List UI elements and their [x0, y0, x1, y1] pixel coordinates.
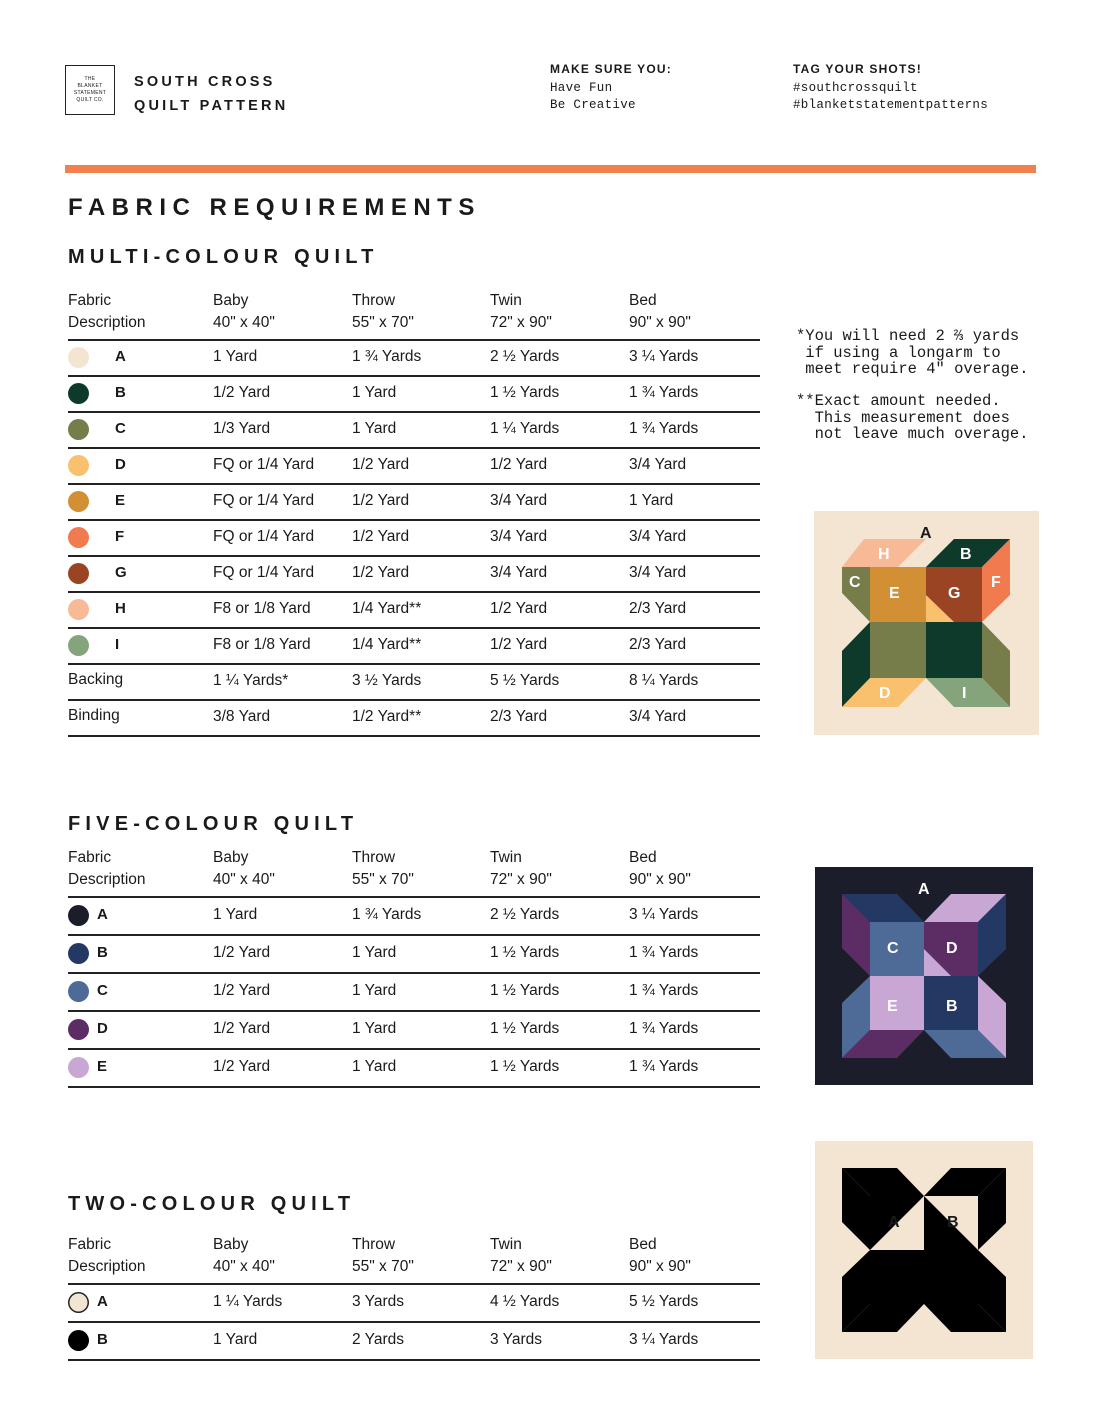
col-sub: 72" x 90" — [490, 1258, 552, 1275]
fabric-label: B — [115, 384, 126, 401]
table-row — [68, 1292, 760, 1321]
fabric-label: C — [97, 982, 108, 999]
col-name: Twin — [490, 1236, 522, 1253]
table-row — [68, 383, 760, 411]
fabric-label: C — [115, 420, 126, 437]
quilt-label: G — [948, 585, 961, 602]
col-name: Throw — [352, 292, 396, 309]
col-sub: 55" x 70" — [352, 314, 414, 331]
fabric-amount: 3/4 Yard — [629, 564, 687, 581]
fabric-label: A — [115, 348, 126, 365]
fabric-amount: 1/2 Yard — [213, 982, 271, 999]
accent-divider — [65, 165, 1036, 173]
color-swatch — [68, 1292, 89, 1313]
color-swatch — [68, 347, 89, 368]
col-sub: 90" x 90" — [629, 871, 691, 888]
fabric-amount: 1 ¼ Yards* — [213, 672, 289, 689]
col-name: Fabric — [68, 292, 112, 309]
page-title: FABRIC REQUIREMENTS — [68, 194, 481, 221]
col-name: Baby — [213, 292, 249, 309]
fabric-amount: 1 Yard — [352, 944, 397, 961]
fabric-label: A — [97, 906, 108, 923]
fabric-label: D — [97, 1020, 108, 1037]
fabric-amount: 4 ½ Yards — [490, 1293, 560, 1310]
col-sub: 55" x 70" — [352, 1258, 414, 1275]
table-rule — [68, 1010, 760, 1012]
color-swatch — [68, 455, 89, 476]
col-sub: 40" x 40" — [213, 314, 275, 331]
fabric-label: E — [115, 492, 126, 509]
col-header-fabric — [68, 290, 146, 334]
multi-colour-quilt-illustration — [814, 511, 1039, 735]
table-rule — [68, 934, 760, 936]
fabric-amount: 3 ¼ Yards — [629, 348, 699, 365]
table-rule — [68, 375, 760, 377]
make-sure-title: MAKE SURE YOU: — [550, 62, 672, 76]
pattern-name-line1: SOUTH CROSS — [134, 74, 276, 90]
fabric-amount: FQ or 1/4 Yard — [213, 528, 315, 545]
fabric-amount: 1 Yard — [352, 384, 397, 401]
col-name: Baby — [213, 1236, 249, 1253]
col-sub: 72" x 90" — [490, 314, 552, 331]
table-rule — [68, 896, 760, 898]
col-header-fabric — [68, 1234, 146, 1278]
fabric-amount: 1 Yard — [352, 1020, 397, 1037]
col-name: Bed — [629, 1236, 657, 1253]
table-rule — [68, 339, 760, 341]
table-rule — [68, 519, 760, 521]
logo-line: BLANKET — [77, 83, 103, 89]
fabric-amount: 1 ¼ Yards — [213, 1293, 283, 1310]
table-rule — [68, 972, 760, 974]
table-rule — [68, 447, 760, 449]
col-header-baby — [213, 290, 275, 334]
table-rule — [68, 483, 760, 485]
fabric-amount: 1 ¾ Yards — [629, 1058, 699, 1075]
col-sub: Description — [68, 1258, 146, 1275]
table-row — [68, 707, 760, 735]
table-rule — [68, 1321, 760, 1323]
col-header-baby — [213, 847, 275, 891]
col-name: Fabric — [68, 1236, 112, 1253]
quilt-label: B — [947, 1214, 959, 1231]
table-row — [68, 635, 760, 663]
make-sure-line: Be Creative — [550, 98, 636, 112]
fabric-amount: 3/8 Yard — [213, 708, 271, 725]
fabric-amount: 1 Yard — [213, 348, 258, 365]
fabric-amount: 1 Yard — [629, 492, 674, 509]
two-colour-title: TWO-COLOUR QUILT — [68, 1193, 356, 1215]
col-header-throw — [352, 1234, 414, 1278]
table-rule — [68, 1048, 760, 1050]
fabric-amount: 1 ½ Yards — [490, 944, 560, 961]
fabric-amount: 2/3 Yard — [629, 636, 687, 653]
make-sure-line: Have Fun — [550, 81, 613, 95]
table-row — [68, 527, 760, 555]
table-rule — [68, 1086, 760, 1088]
fabric-label: B — [97, 1331, 108, 1348]
quilt-label: E — [889, 585, 900, 602]
col-name: Baby — [213, 849, 249, 866]
fabric-amount: 3/4 Yard — [629, 456, 687, 473]
fabric-amount: 3/4 Yard — [629, 708, 687, 725]
table-rule — [68, 555, 760, 557]
col-sub: 40" x 40" — [213, 871, 275, 888]
fabric-amount: 3 Yards — [490, 1331, 542, 1348]
fabric-amount: 2 Yards — [352, 1331, 404, 1348]
quilt-label: B — [960, 546, 972, 563]
col-sub: 55" x 70" — [352, 871, 414, 888]
col-header-bed — [629, 290, 691, 334]
fabric-amount: 3 ¼ Yards — [629, 906, 699, 923]
fabric-label: B — [97, 944, 108, 961]
quilt-label: B — [946, 998, 958, 1015]
fabric-amount: 5 ½ Yards — [490, 672, 560, 689]
table-row — [68, 419, 760, 447]
col-sub: 90" x 90" — [629, 1258, 691, 1275]
fabric-amount: 1/3 Yard — [213, 420, 271, 437]
table-rule — [68, 735, 760, 737]
fabric-label: F — [115, 528, 125, 545]
fabric-label: E — [97, 1058, 108, 1075]
color-swatch — [68, 1057, 89, 1078]
fabric-label: I — [115, 636, 120, 653]
col-name: Throw — [352, 849, 396, 866]
quilt-label: D — [946, 940, 958, 957]
fabric-amount: 1 ¾ Yards — [629, 420, 699, 437]
fabric-amount: F8 or 1/8 Yard — [213, 600, 311, 617]
table-row — [68, 1019, 760, 1048]
fabric-amount: 3 ½ Yards — [352, 672, 422, 689]
fabric-amount: 3/4 Yard — [490, 492, 548, 509]
col-name: Fabric — [68, 849, 112, 866]
quilt-label: H — [878, 546, 890, 563]
fabric-label: A — [97, 1293, 108, 1310]
logo-line: THE — [84, 76, 96, 82]
fabric-amount: 3/4 Yard — [629, 528, 687, 545]
col-name: Bed — [629, 292, 657, 309]
fabric-amount: 3 ¼ Yards — [629, 1331, 699, 1348]
quilt-label: C — [887, 940, 899, 957]
col-sub: 40" x 40" — [213, 1258, 275, 1275]
quilt-label: I — [962, 685, 967, 702]
fabric-amount: 2 ½ Yards — [490, 906, 560, 923]
five-colour-title: FIVE-COLOUR QUILT — [68, 813, 359, 835]
fabric-amount: 1/2 Yard — [213, 1020, 271, 1037]
fabric-amount: 1/4 Yard** — [352, 600, 422, 617]
col-header-fabric — [68, 847, 146, 891]
quilt-label: C — [849, 574, 861, 591]
table-row — [68, 563, 760, 591]
quilt-label: A — [920, 525, 932, 542]
fabric-amount: 1/4 Yard** — [352, 636, 422, 653]
fabric-amount: 1/2 Yard — [213, 1058, 271, 1075]
fabric-amount: FQ or 1/4 Yard — [213, 564, 315, 581]
logo-line: STATEMENT — [73, 90, 107, 96]
table-row — [68, 491, 760, 519]
color-swatch — [68, 419, 89, 440]
table-row — [68, 1330, 760, 1359]
fabric-amount: 1 ¾ Yards — [352, 348, 422, 365]
fabric-amount: 1 ½ Yards — [490, 982, 560, 999]
fabric-amount: F8 or 1/8 Yard — [213, 636, 311, 653]
fabric-amount: 1 Yard — [213, 1331, 258, 1348]
fabric-amount: 3 Yards — [352, 1293, 404, 1310]
col-header-twin — [490, 847, 552, 891]
multi-colour-title: MULTI-COLOUR QUILT — [68, 246, 379, 268]
fabric-amount: 1/2 Yard — [352, 528, 410, 545]
fabric-amount: 5 ½ Yards — [629, 1293, 699, 1310]
table-rule — [68, 1283, 760, 1285]
fabric-amount: 1 ¼ Yards — [490, 420, 560, 437]
logo-line: QUILT CO. — [76, 97, 104, 103]
brand-logo — [65, 65, 115, 115]
color-swatch — [68, 1019, 89, 1040]
table-rule — [68, 699, 760, 701]
fabric-amount: 1 ¾ Yards — [629, 982, 699, 999]
quilt-label: A — [888, 1214, 900, 1231]
hashtag: #blanketstatementpatterns — [793, 98, 989, 112]
color-swatch — [68, 383, 89, 404]
hashtag: #southcrossquilt — [793, 81, 918, 95]
pattern-name — [134, 70, 288, 118]
fabric-amount: 1 Yard — [213, 906, 258, 923]
table-rule — [68, 591, 760, 593]
fabric-amount: 1 ¾ Yards — [629, 384, 699, 401]
col-name: Twin — [490, 292, 522, 309]
make-sure-block — [550, 62, 672, 114]
fabric-label: Binding — [68, 707, 120, 724]
fabric-amount: 3/4 Yard — [490, 528, 548, 545]
longarm-note: *You will need 2 ⅔ yards if using a longarm to meet require 4" overage. — [796, 327, 1029, 378]
col-sub: Description — [68, 871, 146, 888]
fabric-amount: 1/2 Yard — [490, 636, 548, 653]
fabric-amount: 8 ¼ Yards — [629, 672, 699, 689]
table-row — [68, 599, 760, 627]
fabric-amount: 1/2 Yard — [490, 600, 548, 617]
fabric-amount: 1 ¾ Yards — [629, 944, 699, 961]
quilt-label: D — [879, 685, 891, 702]
color-swatch — [68, 527, 89, 548]
exact-amount-note: **Exact amount needed. This measurement does not leave much overage. — [796, 392, 1029, 443]
col-name: Throw — [352, 1236, 396, 1253]
fabric-amount: 1 ½ Yards — [490, 384, 560, 401]
table-row — [68, 671, 760, 699]
col-header-baby — [213, 1234, 275, 1278]
fabric-amount: 3/4 Yard — [490, 564, 548, 581]
fabric-amount: 1 ¾ Yards — [352, 906, 422, 923]
table-row — [68, 1057, 760, 1086]
fabric-amount: 1/2 Yard — [213, 384, 271, 401]
fabric-amount: 2/3 Yard — [629, 600, 687, 617]
fabric-amount: 2/3 Yard — [490, 708, 548, 725]
table-row — [68, 981, 760, 1010]
color-swatch — [68, 599, 89, 620]
col-header-twin — [490, 290, 552, 334]
col-sub: 90" x 90" — [629, 314, 691, 331]
fabric-amount: 1/2 Yard — [352, 492, 410, 509]
color-swatch — [68, 491, 89, 512]
fabric-amount: 1/2 Yard — [352, 456, 410, 473]
table-rule — [68, 411, 760, 413]
quilt-label: E — [887, 998, 898, 1015]
table-row — [68, 905, 760, 934]
col-name: Bed — [629, 849, 657, 866]
fabric-amount: FQ or 1/4 Yard — [213, 456, 315, 473]
fabric-amount: 1 Yard — [352, 420, 397, 437]
col-header-bed — [629, 847, 691, 891]
fabric-amount: 1/2 Yard — [352, 564, 410, 581]
table-row — [68, 455, 760, 483]
fabric-amount: 1/2 Yard — [490, 456, 548, 473]
fabric-amount: 1 ½ Yards — [490, 1058, 560, 1075]
table-rule — [68, 627, 760, 629]
table-row — [68, 943, 760, 972]
fabric-amount: 2 ½ Yards — [490, 348, 560, 365]
col-header-twin — [490, 1234, 552, 1278]
color-swatch — [68, 981, 89, 1002]
fabric-label: H — [115, 600, 126, 617]
fabric-label: G — [115, 564, 127, 581]
col-header-throw — [352, 847, 414, 891]
color-swatch — [68, 943, 89, 964]
five-colour-quilt-illustration — [815, 867, 1033, 1085]
col-header-throw — [352, 290, 414, 334]
color-swatch — [68, 905, 89, 926]
tag-block — [793, 62, 988, 114]
fabric-amount: 1 ½ Yards — [490, 1020, 560, 1037]
fabric-amount: 1/2 Yard — [213, 944, 271, 961]
tag-title: TAG YOUR SHOTS! — [793, 62, 922, 76]
color-swatch — [68, 1330, 89, 1351]
color-swatch — [68, 635, 89, 656]
table-rule — [68, 663, 760, 665]
pattern-name-line2: QUILT PATTERN — [134, 98, 289, 114]
color-swatch — [68, 563, 89, 584]
fabric-amount: 1 ¾ Yards — [629, 1020, 699, 1037]
col-sub: Description — [68, 314, 146, 331]
fabric-amount: FQ or 1/4 Yard — [213, 492, 315, 509]
quilt-label: F — [991, 574, 1001, 591]
fabric-label: D — [115, 456, 126, 473]
two-colour-quilt-illustration — [815, 1141, 1033, 1359]
fabric-amount: 1 Yard — [352, 982, 397, 999]
col-header-bed — [629, 1234, 691, 1278]
col-sub: 72" x 90" — [490, 871, 552, 888]
table-row — [68, 347, 760, 375]
fabric-amount: 1 Yard — [352, 1058, 397, 1075]
fabric-amount: 1/2 Yard** — [352, 708, 422, 725]
fabric-label: Backing — [68, 671, 124, 688]
table-rule — [68, 1359, 760, 1361]
col-name: Twin — [490, 849, 522, 866]
quilt-label: A — [918, 881, 930, 898]
